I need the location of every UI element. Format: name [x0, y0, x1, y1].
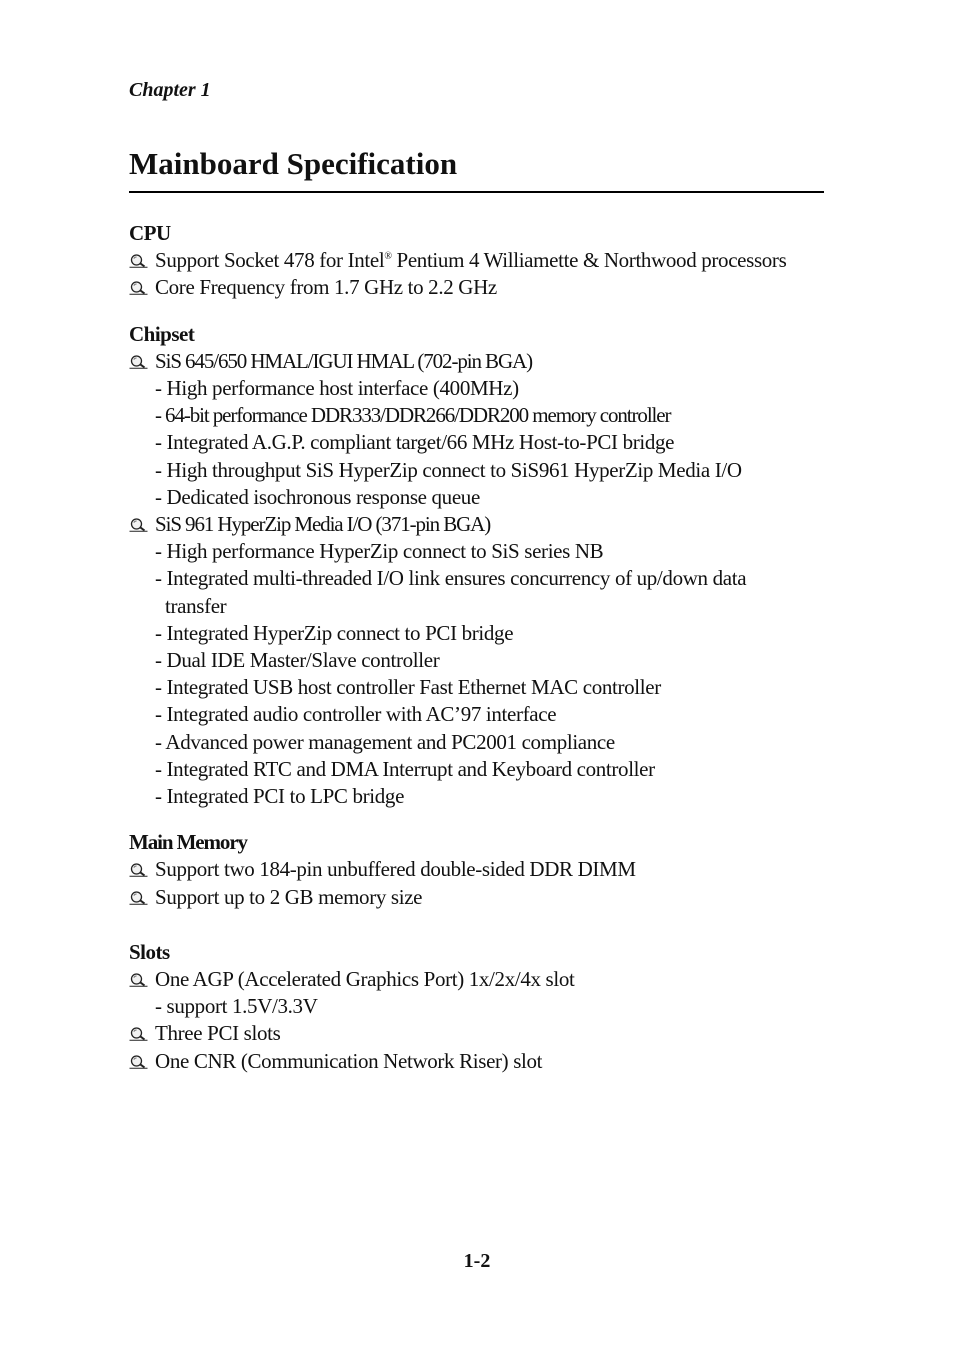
- memory-size-item: [129, 884, 829, 911]
- chipset-heading: Chipset: [129, 321, 195, 346]
- chipset-southbridge-item: [129, 511, 829, 538]
- sub-item: - 64-bit performance DDR333/DDR266/DDR200 memory controller: [155, 403, 671, 428]
- slots-cnr-item: [129, 1048, 829, 1075]
- magnifier-bullet-icon: [129, 254, 148, 268]
- sub-item: - support 1.5V/3.3V: [155, 994, 318, 1019]
- sub-item: - Integrated multi-threaded I/O link ensures concurrency of up/down data: [155, 566, 747, 591]
- chipset-northbridge-item: [129, 348, 829, 375]
- magnifier-bullet-icon: [129, 891, 148, 905]
- slots-section: [129, 939, 829, 1075]
- slots-pci-item: [129, 1020, 829, 1047]
- slots-pci-text: Three PCI slots: [155, 1021, 281, 1046]
- memory-heading: Main Memory: [129, 830, 247, 855]
- magnifier-bullet-icon: [129, 863, 148, 877]
- magnifier-bullet-icon: [129, 281, 148, 295]
- magnifier-bullet-icon: [129, 355, 148, 369]
- sub-item: - Dual IDE Master/Slave controller: [155, 648, 440, 673]
- sub-item: - Integrated PCI to LPC bridge: [155, 784, 405, 809]
- page-number: 1-2: [463, 1250, 491, 1272]
- title-rule: [129, 191, 824, 193]
- chipset-section: [129, 321, 829, 811]
- cpu-socket-text-rest: Pentium 4 Williamette & Northwood processors: [391, 248, 787, 273]
- slots-cnr-text: One CNR (Communication Network Riser) slot: [155, 1048, 543, 1073]
- memory-size-text: Support up to 2 GB memory size: [155, 884, 423, 909]
- sub-item: - Dedicated isochronous response queue: [155, 484, 480, 509]
- memory-dimm-item: [129, 856, 829, 883]
- sub-item: - Advanced power management and PC2001 compliance: [155, 729, 615, 754]
- cpu-section: [129, 220, 829, 302]
- spec-content: [129, 220, 829, 1094]
- magnifier-bullet-icon: [129, 1027, 148, 1041]
- cpu-frequency-item: [129, 274, 829, 301]
- magnifier-bullet-icon: [129, 973, 148, 987]
- cpu-socket-item: [129, 247, 829, 274]
- slots-agp-text: One AGP (Accelerated Graphics Port) 1x/2x/4x slot: [155, 967, 575, 992]
- chipset-northbridge-text: SiS 645/650 HMAL/IGUI HMAL (702-pin BGA): [155, 348, 532, 373]
- sub-item: - High throughput SiS HyperZip connect to SiS961 HyperZip Media I/O: [155, 457, 742, 482]
- magnifier-bullet-icon: [129, 518, 148, 532]
- magnifier-bullet-icon: [129, 1055, 148, 1069]
- sub-item: - Integrated RTC and DMA Interrupt and Keyboard controller: [155, 756, 655, 781]
- cpu-socket-text: Support Socket 478 for Intel: [155, 248, 385, 273]
- cpu-frequency-text: Core Frequency from 1.7 GHz to 2.2 GHz: [155, 275, 497, 300]
- chipset-southbridge-text: SiS 961 HyperZip Media I/O (371-pin BGA): [155, 512, 491, 537]
- slots-agp-item: [129, 966, 829, 993]
- memory-section: [129, 829, 829, 911]
- sub-item: - Integrated A.G.P. compliant target/66 MHz Host-to-PCI bridge: [155, 430, 675, 455]
- memory-dimm-text: Support two 184-pin unbuffered double-sided DDR DIMM: [155, 857, 636, 882]
- sub-item: - Integrated USB host controller Fast Ethernet MAC controller: [155, 675, 661, 700]
- sub-item: - High performance host interface (400MHz): [155, 376, 519, 401]
- sub-item: - Integrated HyperZip connect to PCI bridge: [155, 620, 514, 645]
- sub-item: - Integrated audio controller with AC’97 interface: [155, 702, 557, 727]
- chapter-label: Chapter 1: [129, 79, 211, 101]
- page-title: Mainboard Specification: [129, 146, 458, 181]
- sub-item-continuation: transfer: [165, 593, 227, 618]
- cpu-heading: CPU: [129, 221, 171, 245]
- slots-heading: Slots: [129, 939, 170, 964]
- sub-item: - High performance HyperZip connect to SiS series NB: [155, 539, 604, 564]
- registered-mark: ®: [384, 251, 392, 263]
